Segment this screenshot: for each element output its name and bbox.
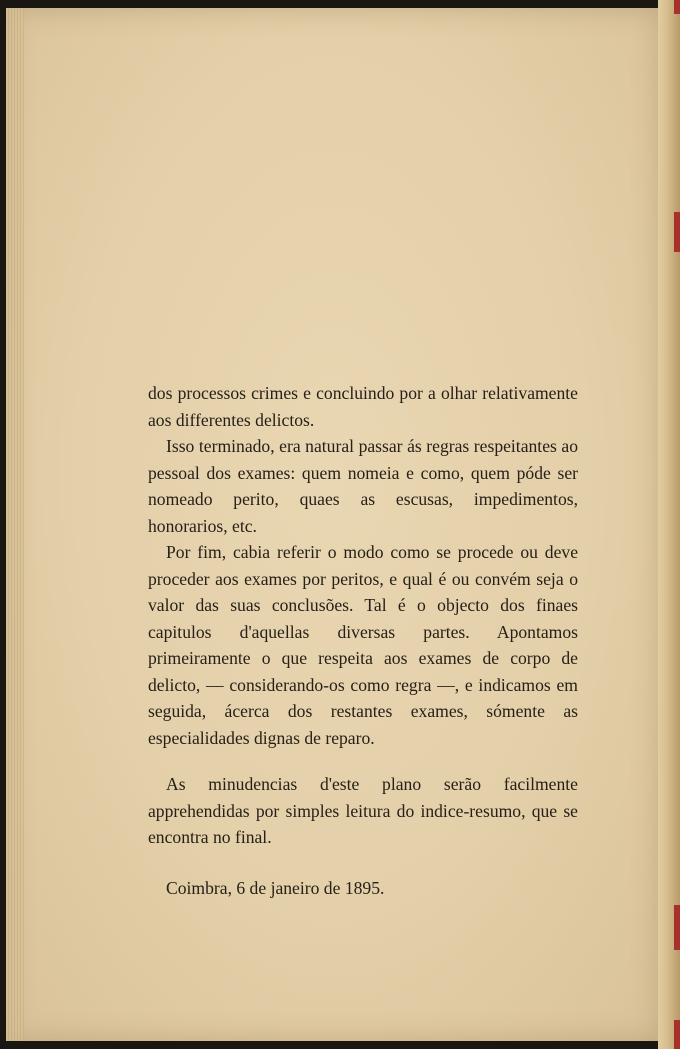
binding-mark [674, 905, 680, 950]
page-edges [6, 8, 24, 1041]
paragraph: As minudencias d'este plano serão facilmente apprehendidas por simples leitura do indice-resumo, que se encontra no final. [148, 774, 578, 847]
dateline: Coimbra, 6 de janeiro de 1895. [166, 877, 385, 898]
paragraph: dos processos crimes e concluindo por a olhar relativamente aos differentes delictos. [148, 383, 578, 430]
page-text [148, 380, 578, 901]
paragraph: Por fim, cabia referir o modo como se procede ou deve proceder aos exames por peritos, e qual é ou convém seja o valor das suas conclusões. Tal é o objecto dos finaes capitulos d'aquellas diversas partes. Apontamos primeiramente o que respeita aos exames de corpo de delicto, — considerando-os como regra —, e indicamos em seguida, ácerca dos restantes exames, sómente as especialidades dignas de reparo. [148, 542, 578, 748]
binding-mark [674, 0, 680, 14]
binding-mark [674, 212, 680, 252]
paragraph: Isso terminado, era natural passar ás regras respeitantes ao pessoal dos exames: quem nomeia e como, quem póde ser nomeado perito, quaes as escusas, impedimentos, honorarios, etc. [148, 436, 578, 536]
binding-mark [674, 1020, 680, 1049]
book-spine-edge [658, 0, 680, 1049]
